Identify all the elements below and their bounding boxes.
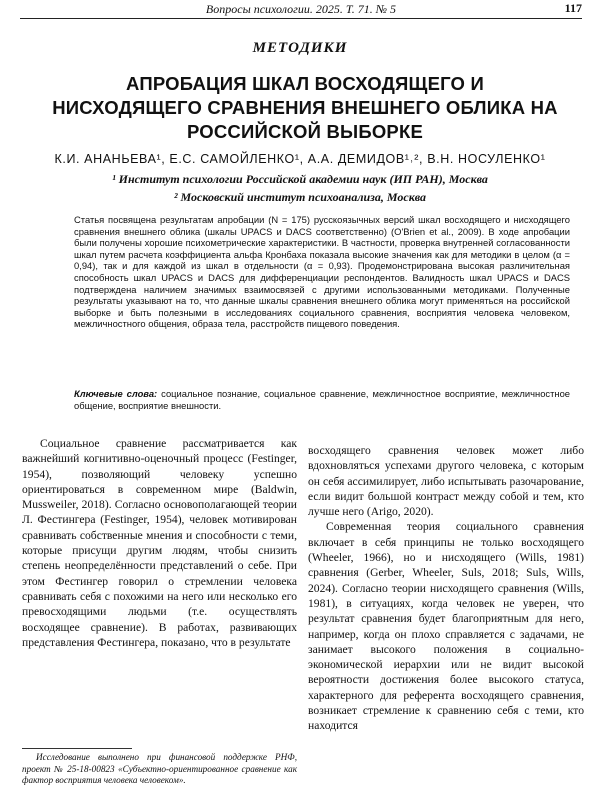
keywords-text: социальное познание, социальное сравнение, межличностное восприятие, межличностное общение, восприятие внешности. xyxy=(74,388,570,411)
journal-citation: Вопросы психологии. 2025. Т. 71. № 5 xyxy=(205,1,397,16)
paragraph: восходящего сравнения человек может либо вдохновляться успехами другого человека, с которым он себя ассимилирует, либо испытывать разочарование, если видит большой контраст между собой и тем, кто лучше него (Arigo, 2020). xyxy=(308,444,584,519)
author-list: К.И. АНАНЬЕВА¹, Е.С. САМОЙЛЕНКО¹, А.А. ДЕМИДОВ¹˒², В.Н. НОСУЛЕНКО¹ xyxy=(54,152,546,166)
running-header xyxy=(20,0,582,19)
funding-footnote: Исследование выполнено при финансовой поддержке РНФ, проект № 25-18-00823 «Субъектно-ориентированное сравнение как фактор восприятия человека человеком». xyxy=(22,752,297,785)
paragraph: Социальное сравнение рассматривается как важнейший когнитивно-оценочный процесс (Festinger, 1954), позволяющий человеку успешно ориентироваться в современном мире (Baldwin, Mussweiler, 2018). Согласно основополагающей теории Л. Фестингера (Festinger, 1954), человек мотивирован сравнивать собственные мнения и способности с теми, которые присущи другим людям, чтобы снизить степень неопределённости представлений о себе. При этом Фестингер говорил о стремлении человека сравнивать себя с похожими на него или несколько его превосходящими людьми (т.е. осуществлять восходящее сравнение). В работах, развивающих представления Фестингера, показано, что в результате xyxy=(22,437,297,649)
keywords-label: Ключевые слова: xyxy=(74,388,158,399)
abstract: Статья посвящена результатам апробации (N = 175) русскоязычных версий шкал восходящего и нисходящего сравнения внешнего облика (шкалы UPACS и DACS соответственно) (O'Brien et al., 2009). В ходе апробации были получены хорошие психометрические характеристики. В частности, проверка внутренней согласованности шкал путем расчета коэффициента альфа Кронбаха показала высокие значения как для методики в целом (α = 0,94), так и для каждой из шкал в отдельности (α = 0,93). Продемонстрирована высокая различительная способность шкал UPACS и DACS для дифференциации респондентов. Валидность шкал UPACS и DACS подтверждена наличием значимых взаимосвязей с другими использованными методиками. Полученные результаты указывают на то, что данные шкалы сравнения внешнего облика могут применяться на российской выборке и быть полезными в исследованиях социального сравнения, восприятия человека человеком, межличностного общения, образа тела, расстройств пищевого поведения. xyxy=(74,214,570,330)
affiliation-2: ² Московский институт психоанализа, Москва xyxy=(173,190,427,204)
affiliation-1: ¹ Институт психологии Российской академии наук (ИП РАН), Москва xyxy=(112,172,488,186)
section-heading: МЕТОДИКИ xyxy=(252,40,348,56)
body-column-left xyxy=(22,436,297,650)
article-title: АПРОБАЦИЯ ШКАЛ ВОСХОДЯЩЕГО И НИСХОДЯЩЕГО СРАВНЕНИЯ ВНЕШНЕГО ОБЛИКА НА РОССИЙСКОЙ ВЫБОРКЕ xyxy=(52,73,558,142)
paragraph: Современная теория социального сравнения включает в себя принципы не только восходящего (Wheeler, 1966), но и нисходящего (Wills, 1981) сравнения (Gerber, Wheeler, Suls, 2018; Suls, Wills, 2024). Согласно теории нисходящего сравнения (Wills, 1981), в ситуациях, когда человек не уверен, что результат сравнения будет благоприятным для него, например, когда он плохо справляется с задачами, не занимает высокого положения в социально-экономической иерархии или не видит высокой вероятности достижения более высокого статуса, характерного для референта восходящего сравнения, возникает стремление к сравнению себя с теми, кто находится xyxy=(308,520,584,733)
footnote-divider xyxy=(22,748,132,749)
keywords xyxy=(74,388,570,411)
page-number: 117 xyxy=(564,1,582,15)
body-column-right xyxy=(308,443,584,734)
